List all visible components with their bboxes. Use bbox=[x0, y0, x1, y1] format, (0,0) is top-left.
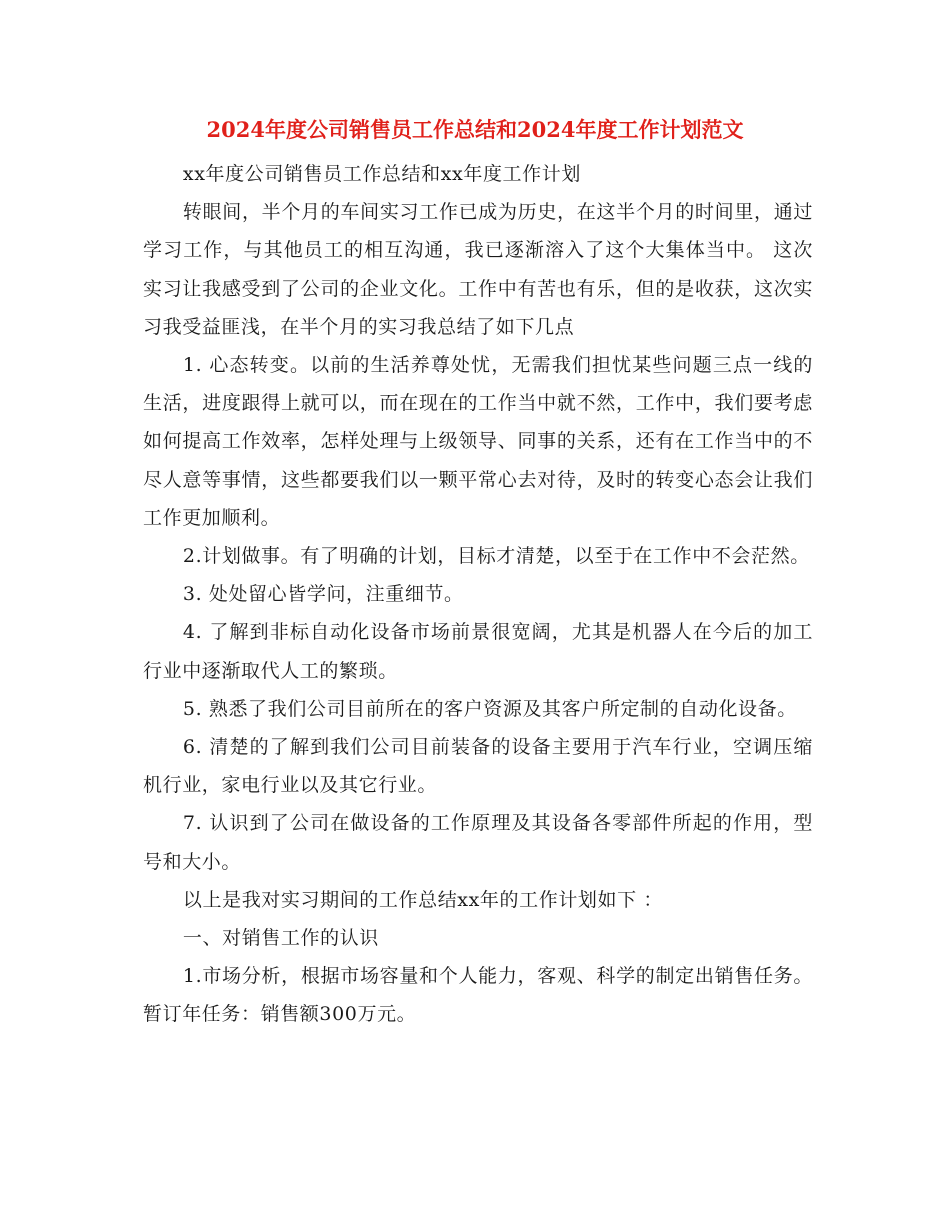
paragraph-item-1: 1. 心态转变。以前的生活养尊处忧，无需我们担忧某些问题三点一线的生活，进度跟得上就可以，而在现在的工作当中就不然，工作中，我们要考虑如何提高工作效率，怎样处理与上级领导、同事的关系，还有在工作当中的不尽人意等事情，这些都要我们以一颗平常心去对待，及时的转变心态会让我们工作更加顺利。 bbox=[143, 354, 813, 529]
paragraph-intro: 转眼间，半个月的车间实习工作已成为历史，在这半个月的时间里，通过学习工作，与其他员工的相互沟通，我已逐渐溶入了这个大集体当中。 这次实习让我感受到了公司的企业文化。工作中有苦也有乐，但的是收获，这次实习我受益匪浅，在半个月的实习我总结了如下几点 bbox=[143, 201, 813, 338]
paragraph-market-analysis: 1.市场分析，根据市场容量和个人能力，客观、科学的制定出销售任务。暂订年任务：销售额300万元。 bbox=[143, 965, 813, 1026]
paragraph-plan-intro: 以上是我对实习期间的工作总结xx年的工作计划如下 ： bbox=[182, 888, 663, 911]
paragraph-item-6: 6. 清楚的了解到我们公司目前装备的设备主要用于汽车行业，空调压缩机行业，家电行业以及其它行业。 bbox=[143, 736, 813, 797]
paragraph-section-heading: 一、对销售工作的认识 bbox=[182, 927, 379, 950]
paragraph-item-2: 2.计划做事。有了明确的计划，目标才清楚，以至于在工作中不会茫然。 bbox=[182, 545, 810, 568]
paragraph-item-3: 3. 处处留心皆学问，注重细节。 bbox=[182, 583, 464, 606]
paragraph-item-4: 4. 了解到非标自动化设备市场前景很宽阔，尤其是机器人在今后的加工行业中逐渐取代人工的繁琐。 bbox=[143, 621, 813, 682]
paragraph-item-5: 5. 熟悉了我们公司目前所在的客户资源及其客户所定制的自动化设备。 bbox=[182, 697, 797, 720]
paragraph-subtitle: xx年度公司销售员工作总结和xx年度工作计划 bbox=[182, 163, 581, 185]
document-body bbox=[143, 155, 813, 1034]
paragraph-item-7: 7. 认识到了公司在做设备的工作原理及其设备各零部件所起的作用，型号和大小。 bbox=[143, 812, 813, 873]
document-title: 2024年度公司销售员工作总结和2024年度工作计划范文 bbox=[206, 117, 744, 142]
